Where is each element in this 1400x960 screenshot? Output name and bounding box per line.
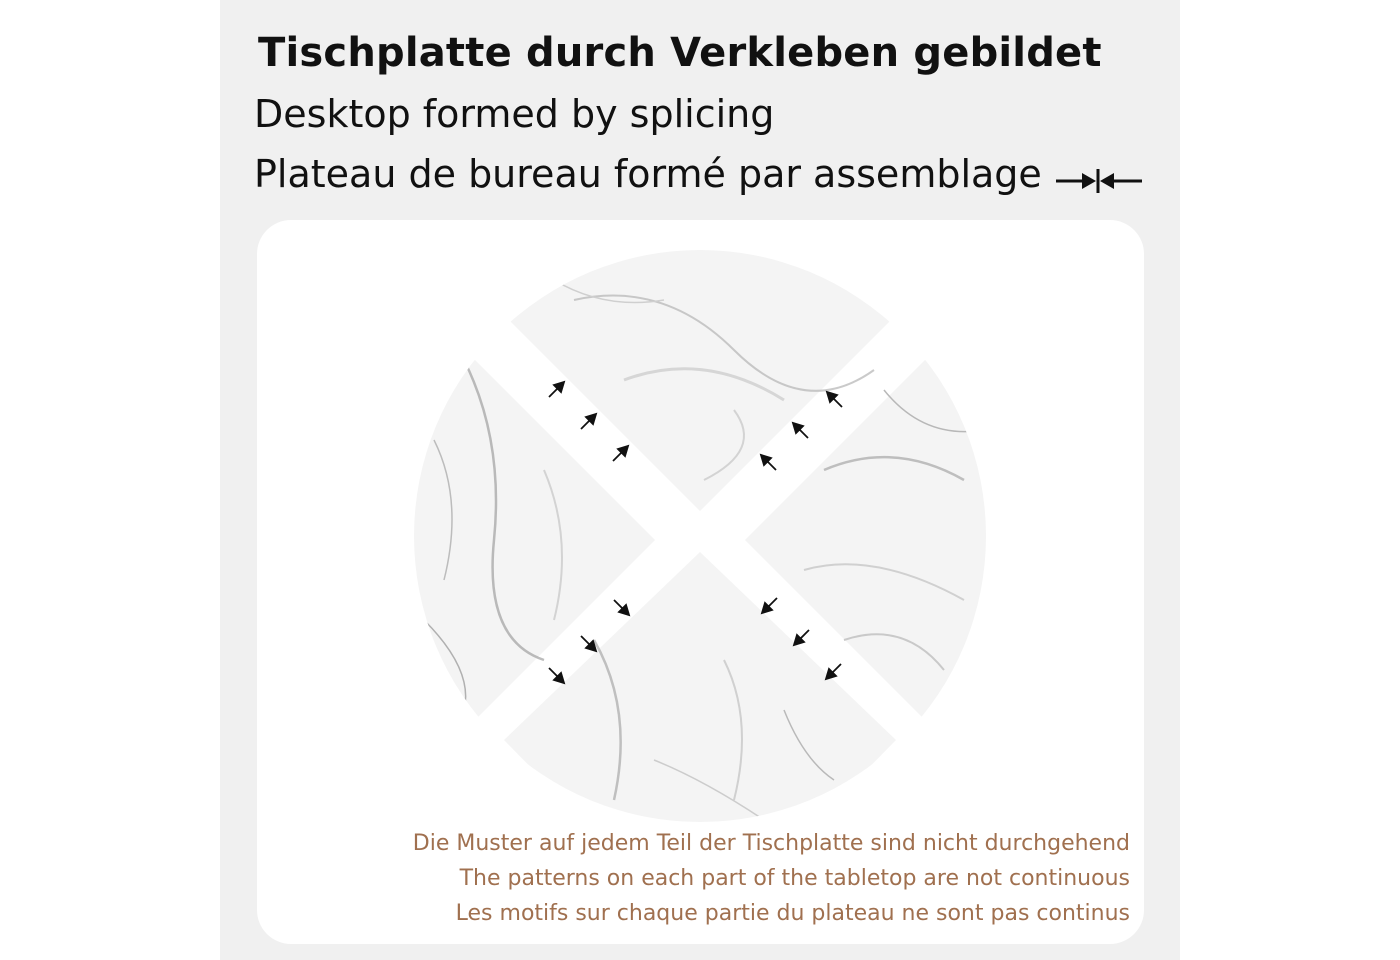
diagonal-arrow-icon (613, 446, 628, 461)
diagonal-arrow-icon (762, 598, 777, 613)
converging-arrows-icon (1052, 161, 1144, 201)
note-english: The patterns on each part of the tabletop are not continuous (459, 866, 1130, 891)
heading-french: Plateau de bureau formé par assemblage (254, 152, 1042, 196)
tabletop-diagram (404, 240, 996, 832)
note-french: Les motifs sur chaque partie du plateau ne sont pas continus (455, 901, 1130, 926)
diagonal-arrow-icon (614, 600, 629, 615)
diagonal-arrow-icon (549, 668, 564, 683)
diagonal-arrow-icon (827, 392, 842, 407)
diagonal-arrow-icon (581, 636, 596, 651)
diagonal-arrow-icon (826, 664, 841, 679)
heading-english: Desktop formed by splicing (254, 92, 775, 136)
heading-german: Tischplatte durch Verkleben gebildet (258, 30, 1102, 76)
diagonal-arrow-icon (793, 423, 808, 438)
diagonal-arrow-icon (581, 414, 596, 429)
diagonal-arrow-icon (549, 382, 564, 397)
note-german: Die Muster auf jedem Teil der Tischplatte sind nicht durchgehend (412, 831, 1130, 856)
diagonal-arrow-icon (794, 630, 809, 645)
pattern-notes (413, 826, 1130, 931)
diagonal-arrow-icon (761, 455, 776, 470)
